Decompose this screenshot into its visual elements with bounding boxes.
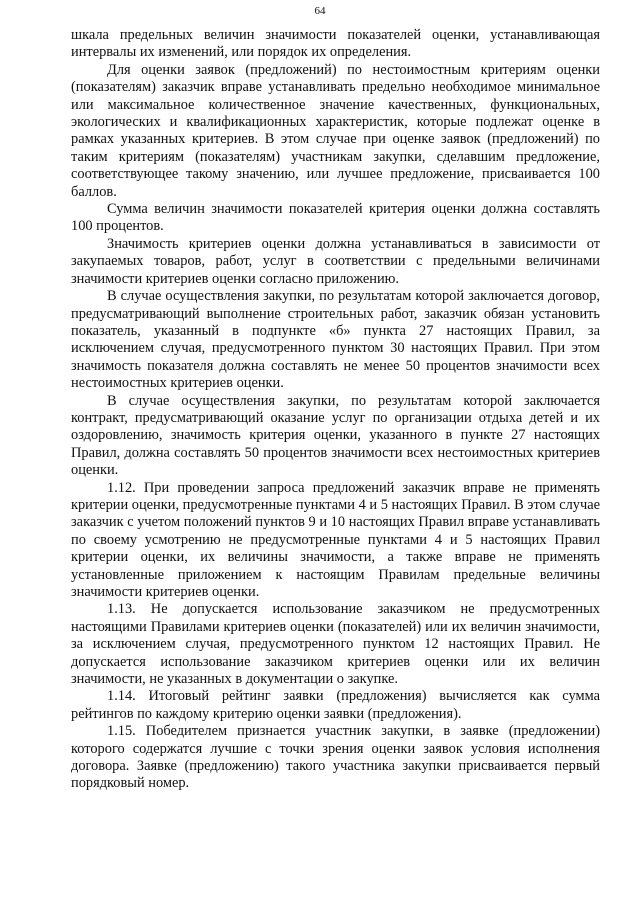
document-body	[71, 27, 600, 793]
paragraph-continuation: шкала предельных величин значимости показателей оценки, устанавливающая интервалы их изменений, или порядок их определения.	[71, 27, 600, 61]
paragraph-1-15: 1.15. Победителем признается участник закупки, в заявке (предложении) которого содержатся лучшие с точки зрения оценки заявок условия исполнения договора. Заявке (предложению) такого участника закупки присваивается первый порядковый номер.	[71, 723, 600, 792]
paragraph-nonprice-criteria: Для оценки заявок (предложений) по нестоимостным критериям оценки (показателям) заказчик вправе устанавливать предельно необходимое минимальное или максимальное количественное значение качественных, функциональных, экологических и квалификационных характеристик, которые подлежат оценке в рамках указанных критериев. В этом случае при оценке заявок (предложений) по таким критериям (показателям) участникам закупки, сделавшим предложение, соответствующее такому значению, или лучшее предложение, присваивается 100 баллов.	[71, 61, 600, 200]
paragraph-children-recreation: В случае осуществления закупки, по результатам которой заключается контракт, предусматривающий оказание услуг по организации отдыха детей и их оздоровлению, значимость критерия оценки, указанного в пункте 27 настоящих Правил, должна составлять 50 процентов значимости всех нестоимостных критериев оценки.	[71, 392, 600, 479]
paragraph-1-12: 1.12. При проведении запроса предложений заказчик вправе не применять критерии оценки, предусмотренные пунктами 4 и 5 настоящих Правил. В этом случае заказчик с учетом положений пунктов 9 и 10 настоящих Правил вправе устанавливать по своему усмотрению не предусмотренные пунктами 4 и 5 настоящих Правил критерии оценки, их величины значимости, а также вправе не применять установленные приложением к настоящим Правилам предельные величины значимости критериев оценки.	[71, 479, 600, 600]
paragraph-sum-of-weights: Сумма величин значимости показателей критерия оценки должна составлять 100 процентов.	[71, 201, 600, 235]
paragraph-1-14: 1.14. Итоговый рейтинг заявки (предложения) вычисляется как сумма рейтингов по каждому критерию оценки заявки (предложения).	[71, 688, 600, 722]
paragraph-construction-works: В случае осуществления закупки, по результатам которой заключается договор, предусматривающий выполнение строительных работ, заказчик обязан установить показатель, указанный в подпункте «б» пункта 27 настоящих Правил, за исключением случая, предусмотренного пунктом 30 настоящих Правил. При этом значимость показателя должна составлять не менее 50 процентов значимости всех нестоимостных критериев оценки.	[71, 288, 600, 392]
paragraph-1-13: 1.13. Не допускается использование заказчиком не предусмотренных настоящими Правилами критериев оценки (показателей) или их величин значимости, за исключением случая, предусмотренного пунктом 12 настоящих Правил. Не допускается использование заказчиком критериев оценки или их величин значимости, не указанных в документации о закупке.	[71, 601, 600, 688]
page-number: 64	[314, 5, 326, 17]
paragraph-criteria-significance: Значимость критериев оценки должна устанавливаться в зависимости от закупаемых товаров, работ, услуг в соответствии с предельными величинами значимости критериев оценки согласно приложению.	[71, 235, 600, 287]
